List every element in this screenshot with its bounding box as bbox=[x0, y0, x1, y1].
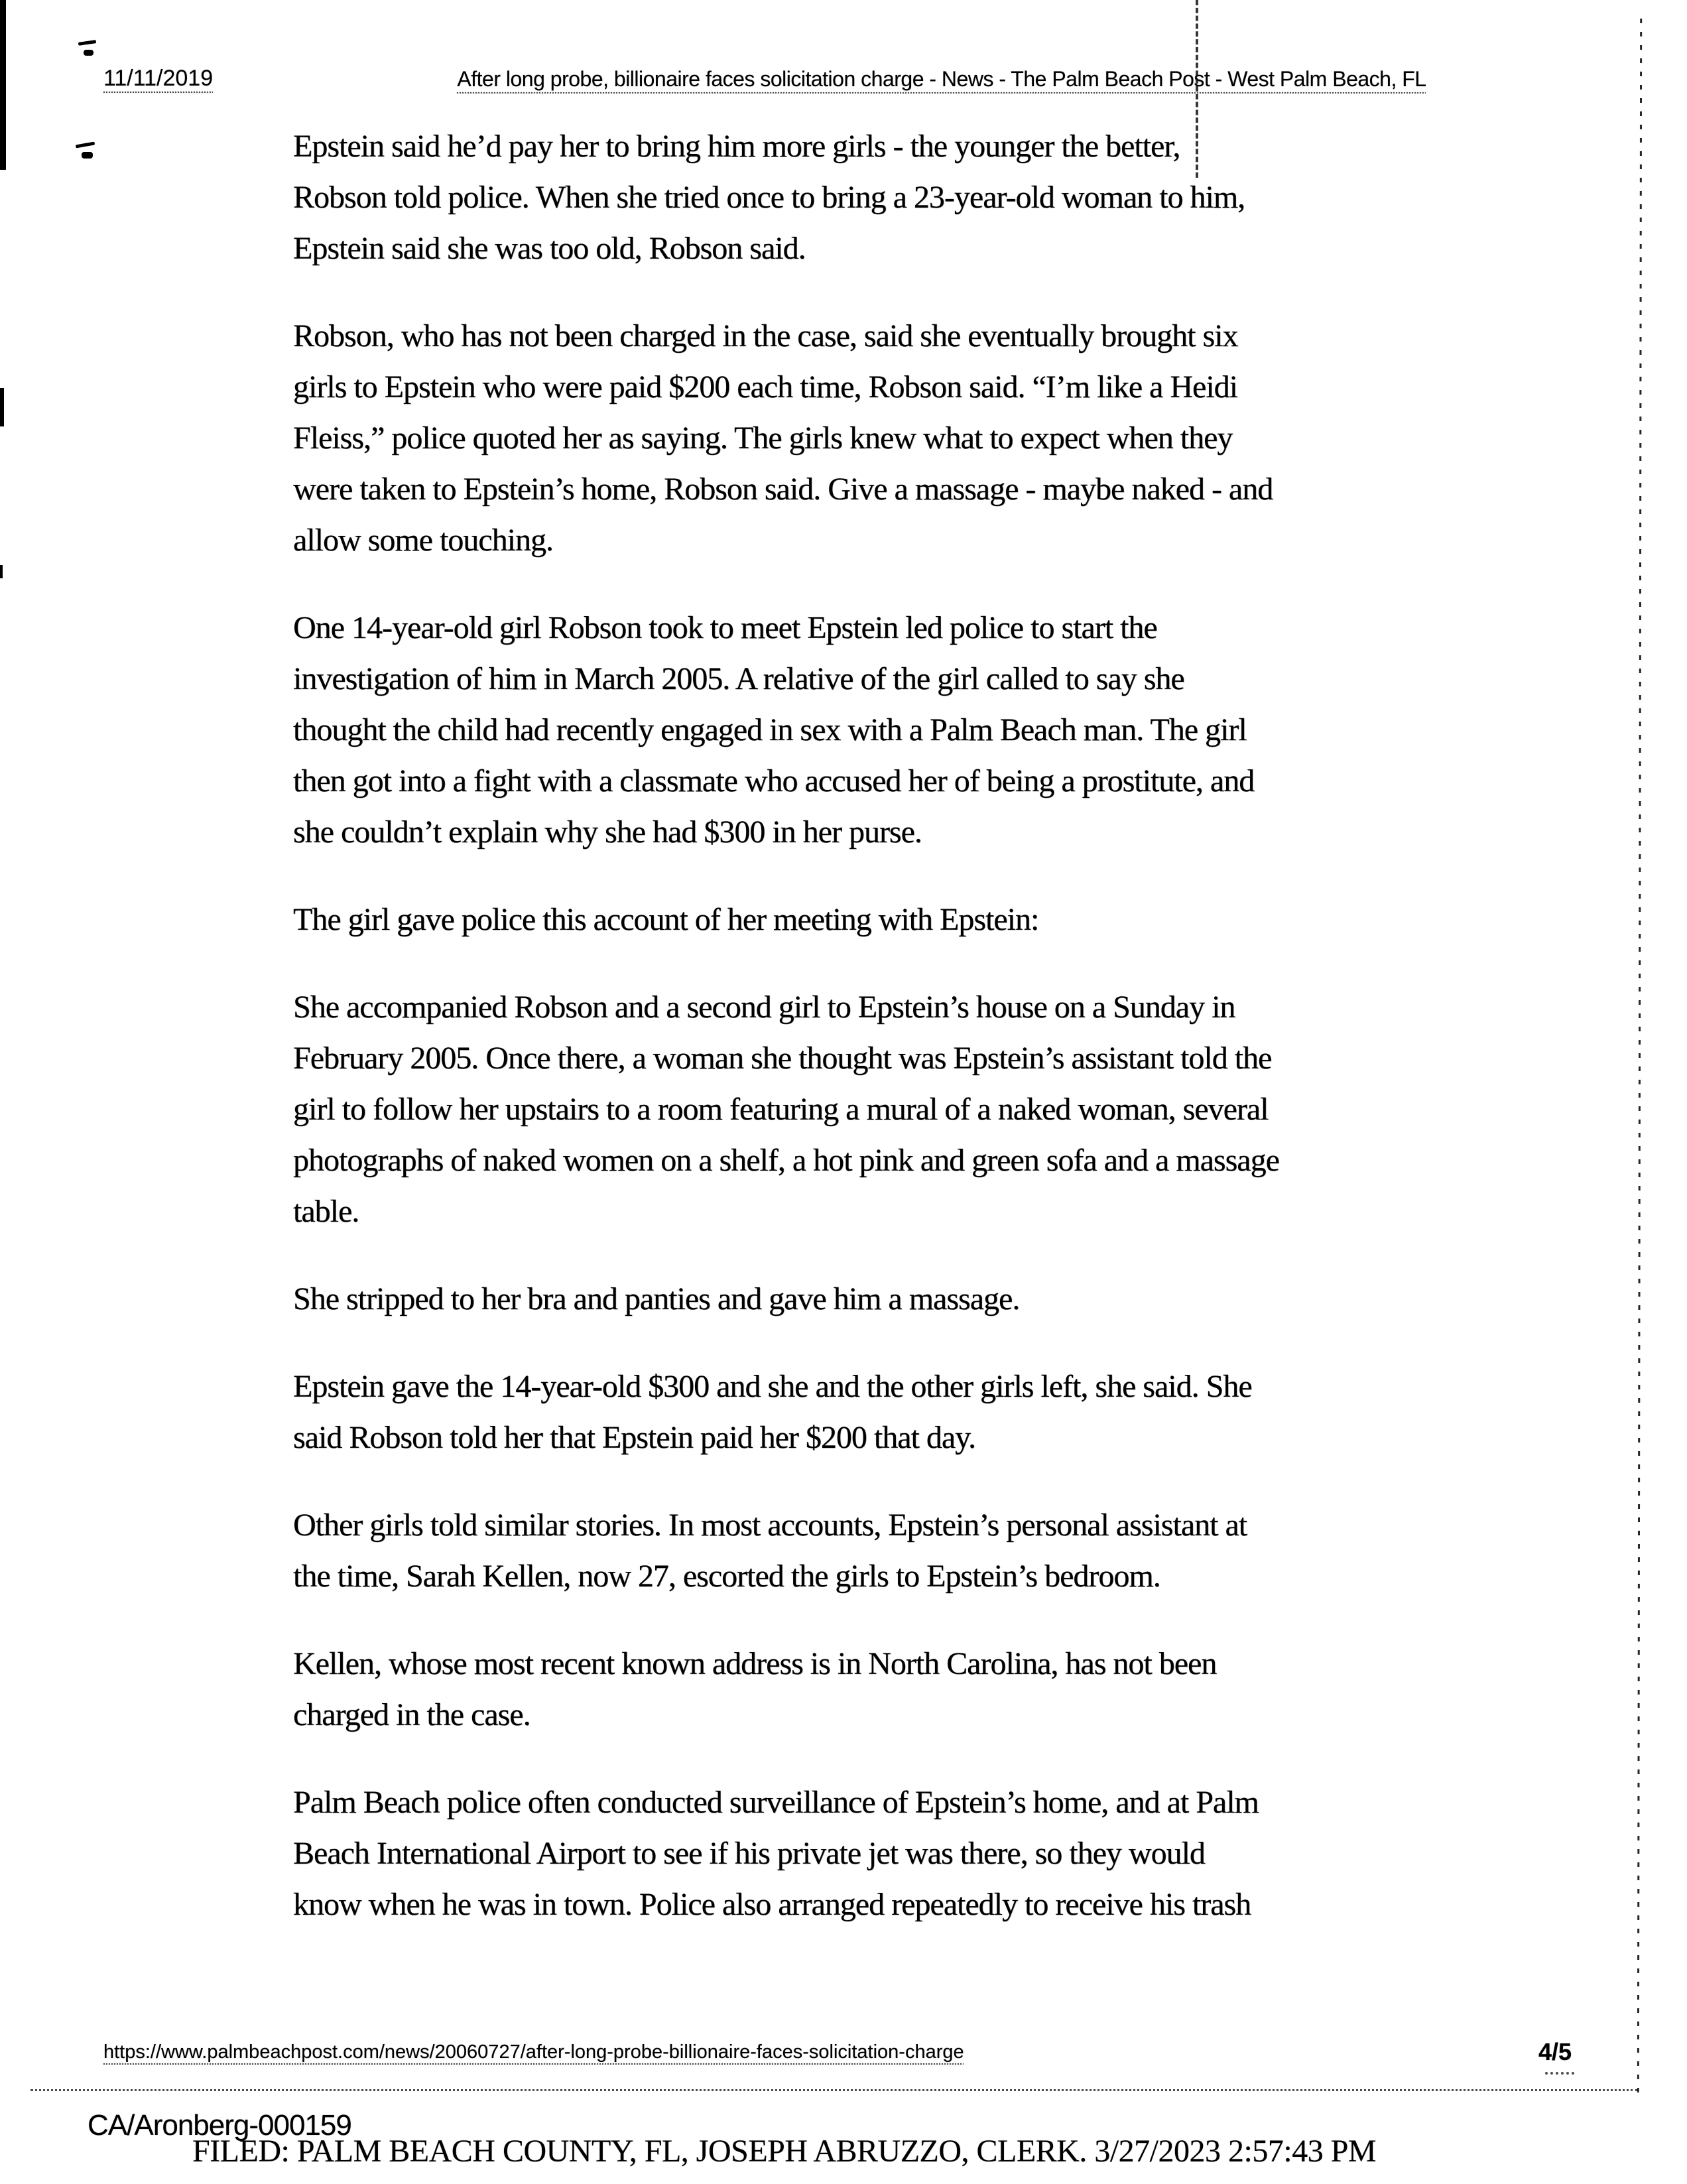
text-line: Robson, who has not been charged in the case, said she eventually brought six bbox=[293, 318, 1238, 353]
paragraph bbox=[293, 1777, 1462, 1930]
text-line: photographs of naked women on a shelf, a hot pink and green sofa and a massage bbox=[293, 1143, 1279, 1178]
text-line: thought the child had recently engaged in sex with a Palm Beach man. The girl bbox=[293, 712, 1247, 747]
text-line: table. bbox=[293, 1194, 359, 1229]
text-line: One 14-year-old girl Robson took to meet Epstein led police to start the bbox=[293, 610, 1157, 645]
text-line: Beach International Airport to see if his private jet was there, so they would bbox=[293, 1836, 1205, 1871]
text-line: Fleiss,” police quoted her as saying. The girls knew what to expect when they bbox=[293, 420, 1233, 456]
text-line: said Robson told her that Epstein paid her $200 that day. bbox=[293, 1420, 976, 1455]
paragraph bbox=[293, 1638, 1462, 1740]
text-line: Palm Beach police often conducted surveillance of Epstein’s home, and at Palm bbox=[293, 1785, 1259, 1820]
scan-noise-mark bbox=[1545, 2072, 1574, 2075]
text-line: Robson told police. When she tried once to bring a 23-year-old woman to him, bbox=[293, 180, 1245, 215]
scan-speck bbox=[84, 50, 94, 56]
text-line: then got into a fight with a classmate who accused her of being a prostitute, and bbox=[293, 763, 1255, 799]
paragraph bbox=[293, 310, 1462, 566]
text-line: allow some touching. bbox=[293, 523, 553, 558]
text-line: girls to Epstein who were paid $200 each time, Robson said. “I’m like a Heidi bbox=[293, 369, 1237, 405]
print-footer-page-number: 4/5 bbox=[1538, 2038, 1572, 2065]
text-line: Epstein gave the 14-year-old $300 and she and the other girls left, she said. She bbox=[293, 1369, 1252, 1404]
filing-stamp: FILED: PALM BEACH COUNTY, FL, JOSEPH ABRUZZO, CLERK. 3/27/2023 2:57:43 PM bbox=[192, 2134, 1377, 2169]
text-line: the time, Sarah Kellen, now 27, escorted the girls to Epstein’s bedroom. bbox=[293, 1559, 1160, 1594]
paragraph bbox=[293, 1273, 1462, 1324]
scan-edge-bar bbox=[0, 0, 6, 170]
text-line: girl to follow her upstairs to a room featuring a mural of a naked woman, several bbox=[293, 1092, 1269, 1127]
paragraph bbox=[293, 1500, 1462, 1602]
paragraph bbox=[293, 1361, 1462, 1463]
scan-edge-bar bbox=[0, 565, 3, 578]
text-line: February 2005. Once there, a woman she thought was Epstein’s assistant told the bbox=[293, 1041, 1272, 1076]
bates-number-stamp: CA/Aronberg-000159 bbox=[88, 2109, 351, 2142]
text-line: The girl gave police this account of her meeting with Epstein: bbox=[293, 902, 1039, 937]
text-line: she couldn’t explain why she had $300 in her purse. bbox=[293, 814, 922, 850]
text-line: were taken to Epstein’s home, Robson said. Give a massage - maybe naked - and bbox=[293, 472, 1273, 507]
text-line: Epstein said she was too old, Robson said. bbox=[293, 231, 806, 266]
paragraph bbox=[293, 982, 1462, 1237]
scratchy-vertical-line-right bbox=[1637, 19, 1642, 2093]
text-line: Kellen, whose most recent known address is in North Carolina, has not been bbox=[293, 1646, 1217, 1681]
print-header-date: 11/11/2019 bbox=[103, 66, 214, 91]
text-line: Other girls told similar stories. In most accounts, Epstein’s personal assistant at bbox=[293, 1508, 1247, 1543]
dotted-separator-line bbox=[31, 2089, 1638, 2091]
scan-edge-bar bbox=[0, 388, 4, 426]
text-line: Epstein said he’d pay her to bring him more girls - the younger the better, bbox=[293, 129, 1180, 164]
scan-speck bbox=[82, 152, 93, 159]
text-line: investigation of him in March 2005. A relative of the girl called to say she bbox=[293, 661, 1184, 696]
article-body bbox=[293, 121, 1462, 1966]
text-line: charged in the case. bbox=[293, 1697, 531, 1732]
print-footer-url: https://www.palmbeachpost.com/news/20060727/after-long-probe-billionaire-faces-solicitation-charge bbox=[103, 2041, 964, 2063]
text-line: know when he was in town. Police also arranged repeatedly to receive his trash bbox=[293, 1887, 1251, 1922]
text-line: She stripped to her bra and panties and gave him a massage. bbox=[293, 1281, 1020, 1317]
scan-speck bbox=[76, 142, 95, 149]
text-line: She accompanied Robson and a second girl to Epstein’s house on a Sunday in bbox=[293, 990, 1235, 1025]
dashed-vertical-line-top bbox=[1196, 0, 1198, 178]
print-header-title: After long probe, billionaire faces solicitation charge - News - The Palm Beach Post - West Palm Beach, FL bbox=[457, 67, 1426, 91]
paragraph bbox=[293, 602, 1462, 858]
scan-speck bbox=[78, 40, 96, 46]
paragraph bbox=[293, 894, 1462, 945]
paragraph bbox=[293, 121, 1462, 274]
